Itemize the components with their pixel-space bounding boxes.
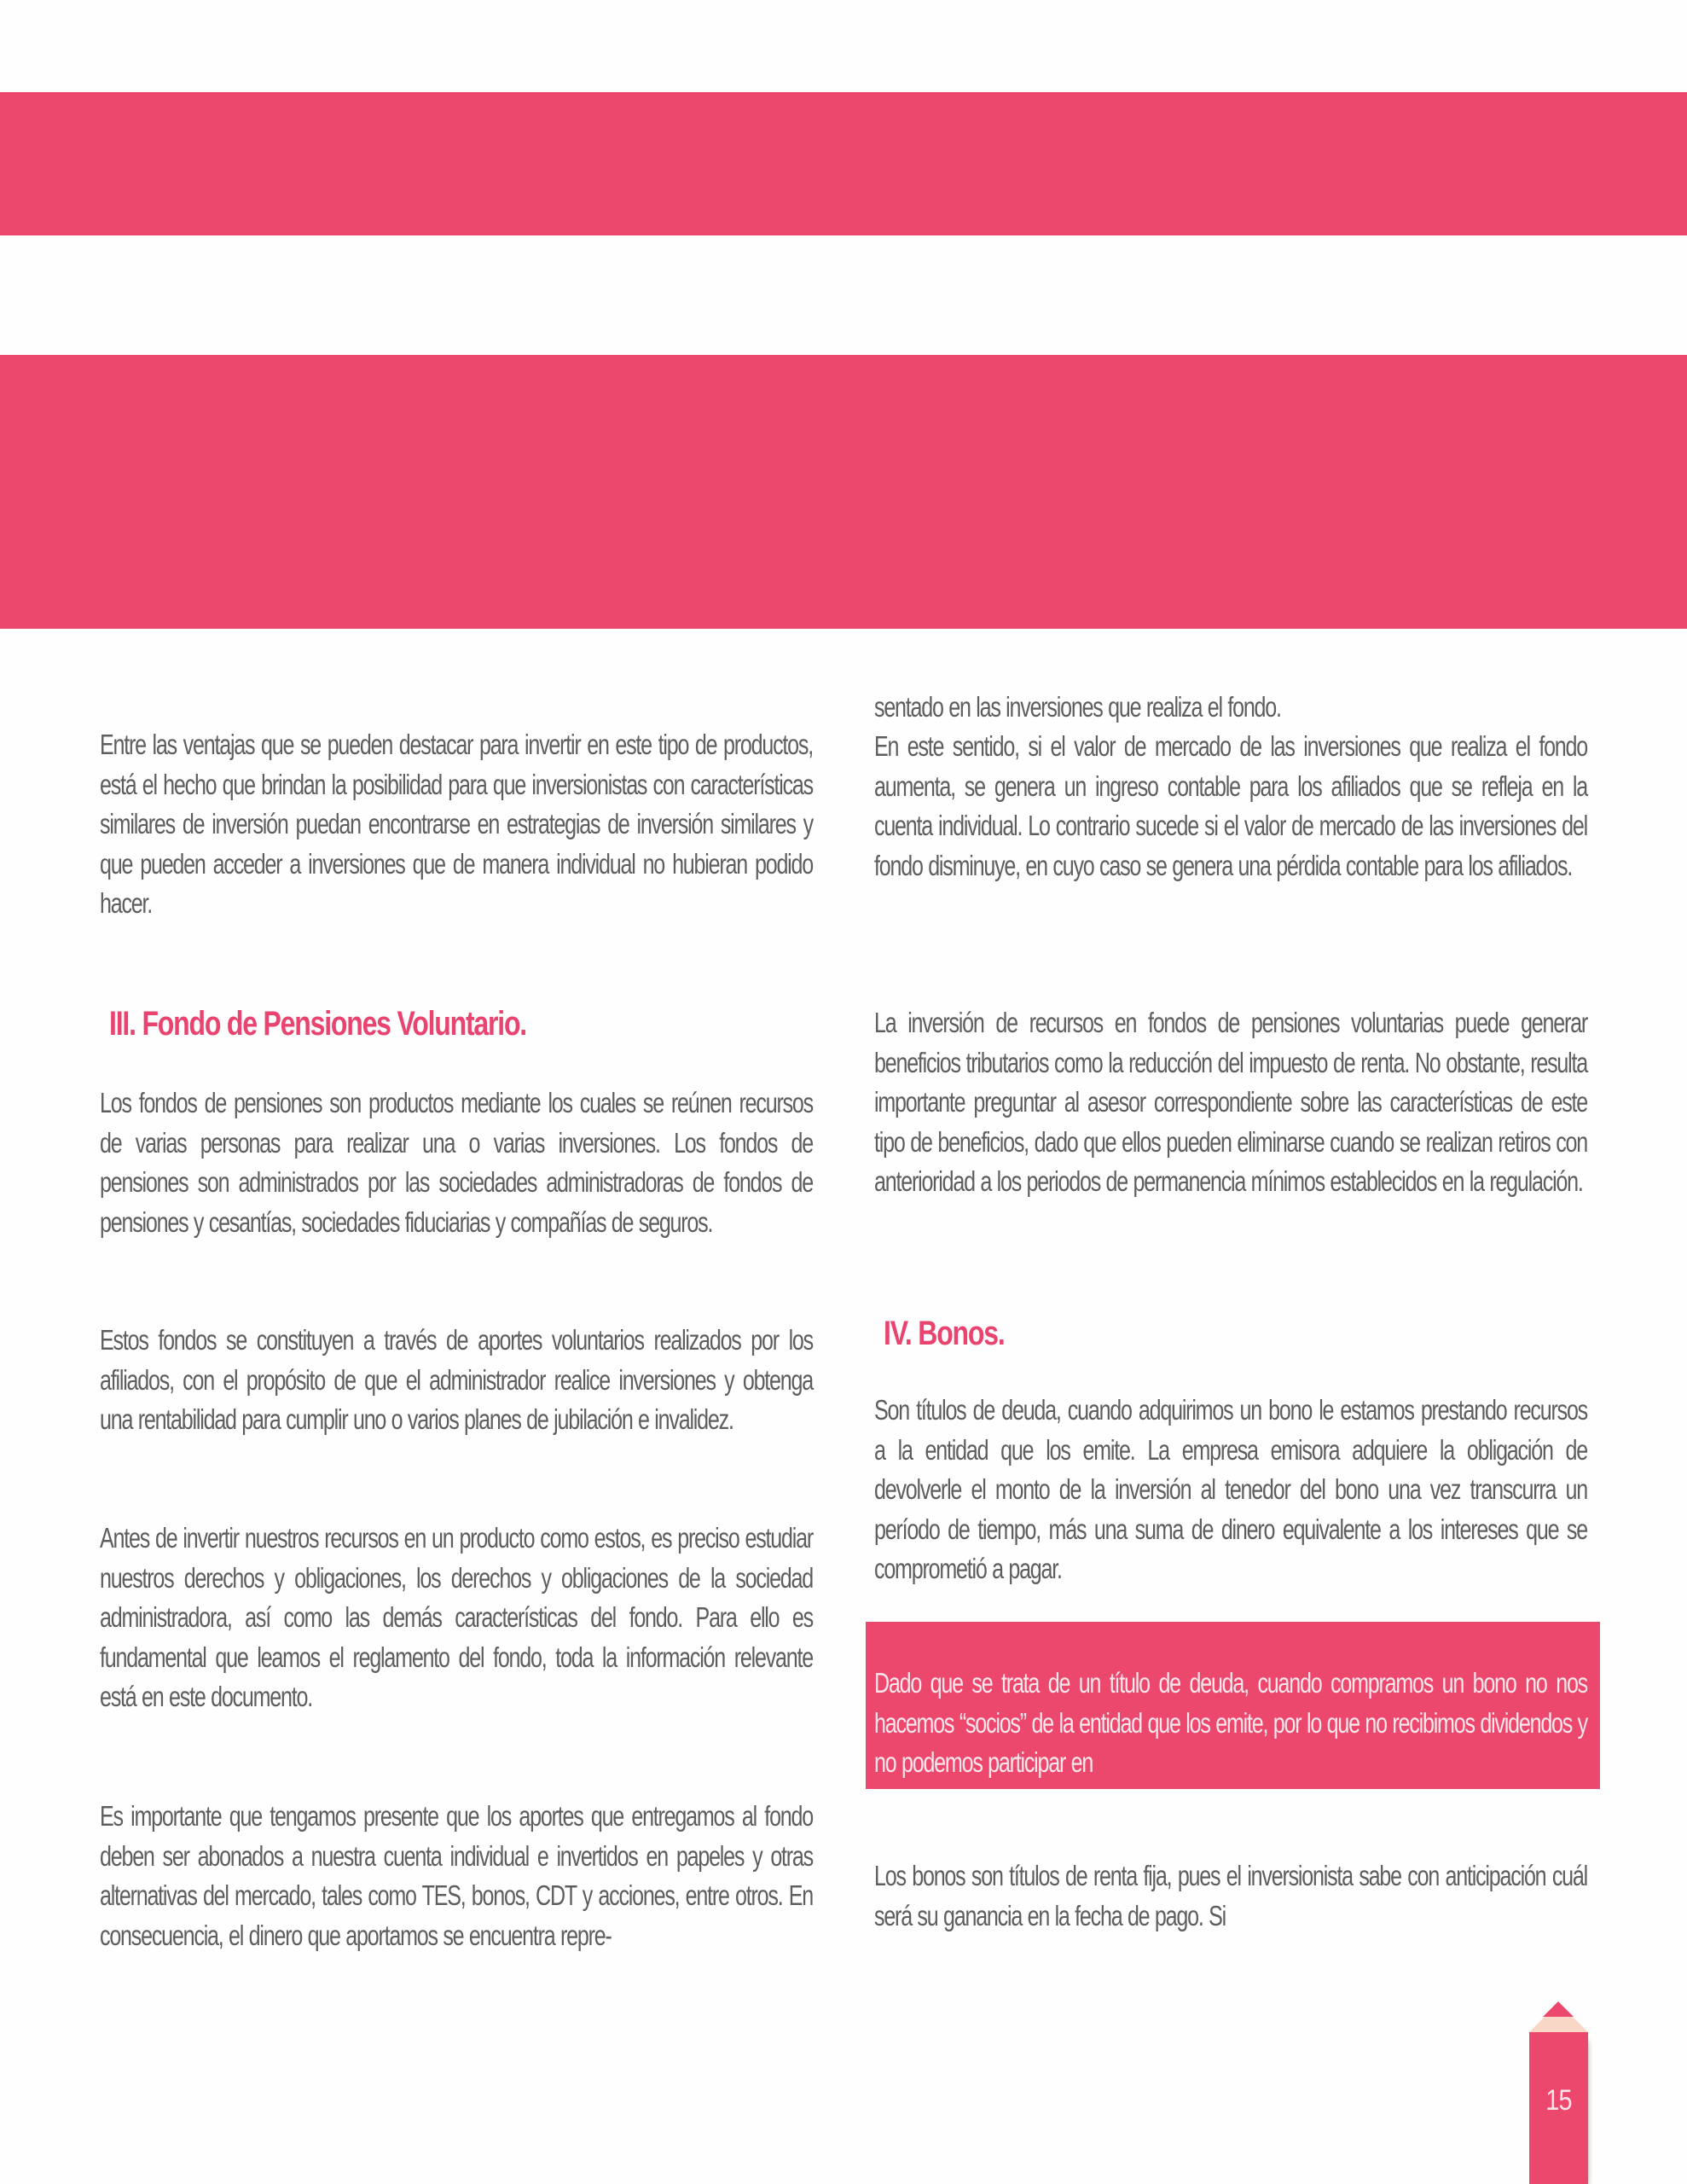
right-paragraph-1-wrapper [874, 727, 1687, 886]
paragraph-valor-mercado: En este sentido, si el valor de mercado de las inversiones que realiza el fondo aumenta, se genera un ingreso contable para los afiliados que se refleja en la cuenta individual. Lo contrario sucede si el valor de mercado de las inversiones del fondo disminuye, en cuyo caso se genera una pérdida contable para los afiliados. [874, 730, 1587, 881]
right-continuation-wrapper [874, 688, 1687, 728]
paragraph-es-importante: Es importante que tengamos presente que los aportes que entregamos al fondo deben ser abonados a nuestra cuenta individual e invertidos en papeles y otras alternativas del mercado, tales como TES, bonos, CDT y acciones, entre otros. En consecuencia, el dinero que aportamos se encuentra repre- [100, 1800, 813, 1951]
continuation-text: sentado en las inversiones que realiza el fondo. [874, 691, 1281, 723]
pencil-icon [1529, 2001, 1588, 2184]
callout-text: Dado que se trata de un título de deuda, cuando compramos un bono no nos hacemos “socios” de la entidad que los emite, por lo que no recibimos dividendos y no podemos participar en [874, 1667, 1587, 1778]
paragraph-fondos-definicion: Los fondos de pensiones son productos mediante los cuales se reúnen recursos de varias personas para realizar una o varias inversiones. Los fondos de pensiones son administrados por las sociedades administradoras de fondos de pensiones y cesantías, sociedades fiduciarias y compañías de seguros. [100, 1087, 813, 1238]
paragraph-antes-de-invertir: Antes de invertir nuestros recursos en un producto como estos, es preciso estudiar nuestros derechos y obligaciones, los derechos y obligaciones de la sociedad administradora, así como las demás características del fondo. Para ello es fundamental que leamos el reglamento del fondo, toda la información relevante está en este documento. [100, 1522, 813, 1712]
paragraph-beneficios-tributarios: La inversión de recursos en fondos de pensiones voluntarias puede generar beneficios tributarios como la reducción del impuesto de renta. No obstante, resulta importante preguntar al asesor correspondiente sobre las características de este tipo de beneficios, dado que ellos pueden eliminarse cuando se realizan retiros con anterioridad a los periodos de permanencia mínimos establecidos en la regulación. [874, 1007, 1587, 1197]
pencil-tip [1543, 2001, 1574, 2017]
header-band-top [0, 92, 1687, 235]
section-heading-iv-wrapper [884, 1312, 1687, 1355]
section-heading-bonos: IV. Bonos. [884, 1315, 1005, 1352]
header-band-main [0, 355, 1687, 629]
paragraph-bonos-definicion: Son títulos de deuda, cuando adquirimos un bono le estamos prestando recursos a la entidad que los emite. La empresa emisora adquiere la obligación de devolverle el monto de la inversión al tenedor del bono una vez transcurra un período de tiempo, más una suma de dinero equivalente a los intereses que se comprometió a pagar. [874, 1394, 1587, 1584]
callout-box [866, 1622, 1600, 1789]
paragraph-aportes-voluntarios: Estos fondos se constituyen a través de aportes voluntarios realizados por los afiliados, con el propósito de que el administrador realice inversiones y obtenga una rentabilidad para cumplir uno o varios planes de jubilación e invalidez. [100, 1324, 813, 1435]
right-paragraph-2-wrapper [874, 1003, 1687, 1202]
pencil-wood [1529, 2017, 1588, 2032]
right-paragraph-4-wrapper [874, 1856, 1687, 1936]
intro-paragraph: Entre las ventajas que se pueden destacar para invertir en este tipo de productos, está el hecho que brindan la posibilidad para que inversionistas con características similares de inversión puedan encontrarse en estrategias de inversión similares y que pueden acceder a inversiones que de manera individual no hubieran podido hacer. [100, 729, 813, 919]
page-number: 15 [1545, 2084, 1572, 2117]
section-heading-fondo-pensiones: III. Fondo de Pensiones Voluntario. [109, 1005, 526, 1043]
right-paragraph-3-wrapper [874, 1391, 1687, 1589]
paragraph-renta-fija: Los bonos son títulos de renta fija, pues el inversionista sabe con anticipación cuál será su ganancia en la fecha de pago. Si [874, 1860, 1587, 1931]
